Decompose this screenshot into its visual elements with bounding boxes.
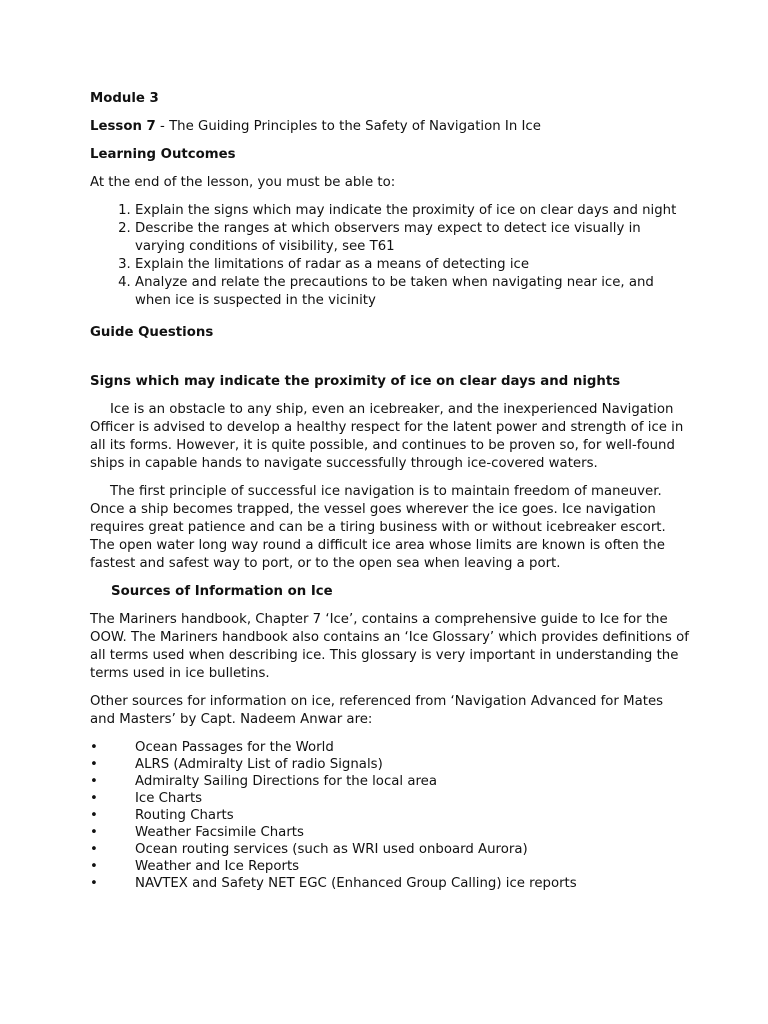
list-item-text: NAVTEX and Safety NET EGC (Enhanced Group Calling) ice reports: [135, 876, 577, 891]
sources-paragraph: Other sources for information on ice, referenced from ‘Navigation Advanced for Mates and Masters’ by Capt. Nadeem Anwar are:: [90, 694, 664, 727]
bullet-icon: •: [90, 859, 98, 874]
learning-outcomes-intro: At the end of the lesson, you must be able to:: [90, 175, 396, 190]
signs-section-heading: Signs which may indicate the proximity of ice on clear days and nights: [90, 374, 621, 389]
bullet-icon: •: [90, 842, 98, 857]
list-item: [90, 858, 690, 875]
document-page: [90, 90, 690, 892]
lesson-name: - The Guiding Principles to the Safety of Navigation In Ice: [155, 119, 541, 134]
outcome-item: 3. Explain the limitations of radar as a means of detecting ice: [135, 256, 690, 274]
list-item: [90, 790, 690, 807]
outcome-item: 4. Analyze and relate the precautions to be taken when navigating near ice, and when ice is suspected in the vicinity: [135, 274, 690, 310]
list-item: [90, 841, 690, 858]
list-item: [90, 875, 690, 892]
lesson-label: Lesson 7: [90, 119, 156, 134]
module-title: Module 3: [90, 91, 159, 106]
bullet-icon: •: [90, 774, 98, 789]
lesson-title: [90, 118, 690, 136]
bullet-icon: •: [90, 808, 98, 823]
signs-paragraph: Ice is an obstacle to any ship, even an icebreaker, and the inexperienced Navigation Officer is advised to develop a healthy respect for the latent power and strength of ice in all its forms. However, it is quite possible, and continues to be proven so, for well-found ships in capable hands to navigate successfully through ice-covered waters.: [90, 402, 684, 471]
list-item-text: Ocean Passages for the World: [135, 740, 334, 755]
list-item: [90, 824, 690, 841]
bullet-icon: •: [90, 791, 98, 806]
sources-list: [90, 739, 690, 892]
list-item-text: Weather and Ice Reports: [135, 859, 300, 874]
list-item: [90, 773, 690, 790]
list-item: [90, 739, 690, 756]
list-item-text: Ice Charts: [135, 791, 203, 806]
signs-paragraph: The first principle of successful ice navigation is to maintain freedom of maneuver. Once a ship becomes trapped, the vessel goes wherever the ice goes. Ice navigation requires great patience and can be a tiring business with or without icebreaker escort. The open water long way round a difficult ice area whose limits are known is often the fastest and safest way to port, or to the open sea when leaving a port.: [90, 484, 666, 571]
list-item-text: Admiralty Sailing Directions for the local area: [135, 774, 437, 789]
list-item: [90, 807, 690, 824]
sources-paragraph: The Mariners handbook, Chapter 7 ‘Ice’, contains a comprehensive guide to Ice for the OOW. The Mariners handbook also contains an ‘Ice Glossary’ which provides definitions of all terms used when describing ice. This glossary is very important in understanding the terms used in ice bulletins.: [90, 612, 689, 681]
list-item-text: Ocean routing services (such as WRI used onboard Aurora): [135, 842, 528, 857]
list-item-text: ALRS (Admiralty List of radio Signals): [135, 757, 383, 772]
bullet-icon: •: [90, 825, 98, 840]
list-item: [90, 756, 690, 773]
list-item-text: Routing Charts: [135, 808, 234, 823]
learning-outcomes-heading: Learning Outcomes: [90, 147, 236, 162]
guide-questions-heading: Guide Questions: [90, 325, 214, 340]
learning-outcomes-list: [90, 202, 690, 310]
bullet-icon: •: [90, 876, 98, 891]
bullet-icon: •: [90, 757, 98, 772]
bullet-icon: •: [90, 740, 98, 755]
outcome-item: 1. Explain the signs which may indicate the proximity of ice on clear days and night: [135, 202, 690, 220]
sources-section-heading: Sources of Information on Ice: [111, 584, 333, 599]
outcome-item: 2. Describe the ranges at which observers may expect to detect ice visually in varying conditions of visibility, see T61: [135, 220, 690, 256]
list-item-text: Weather Facsimile Charts: [135, 825, 304, 840]
